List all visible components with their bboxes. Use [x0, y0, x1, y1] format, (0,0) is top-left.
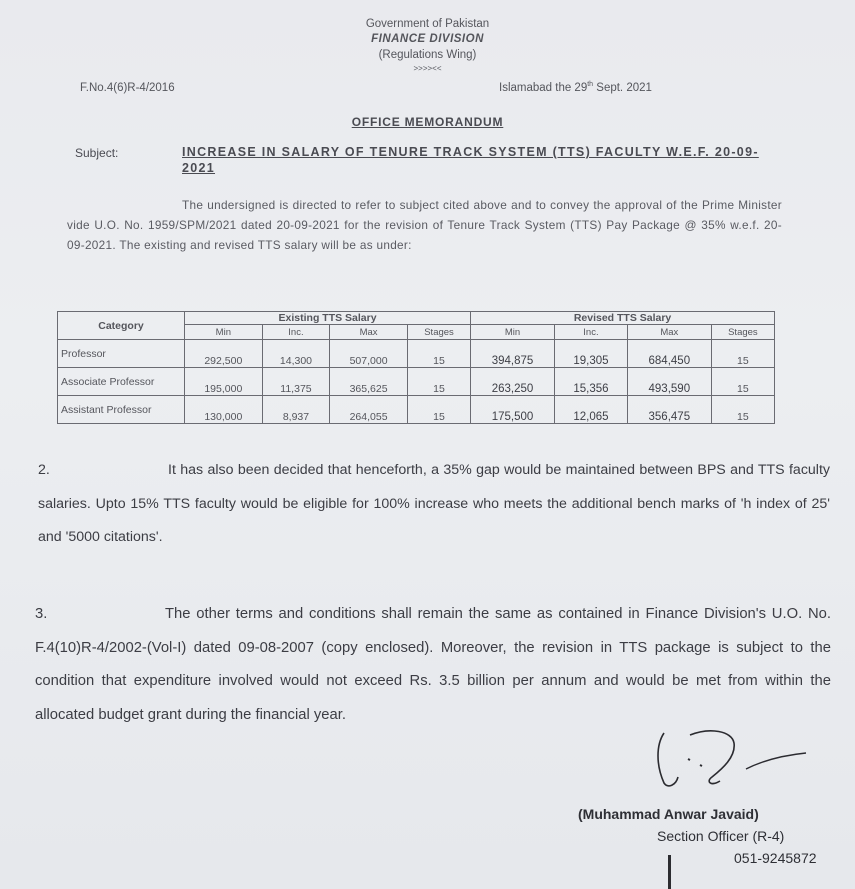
signatory-name: (Muhammad Anwar Javaid) [578, 806, 759, 822]
salary-table [57, 311, 775, 424]
cell-existing-min: 195,000 [185, 368, 263, 396]
cell-existing-stages: 15 [407, 340, 470, 368]
cell-existing-inc: 11,375 [262, 368, 330, 396]
subheader-existing-min: Min [185, 325, 263, 340]
signature-stroke-extension [668, 855, 671, 889]
paragraph-2-number: 2. [38, 462, 50, 478]
paragraph-3-text: The other terms and conditions shall remain the same as contained in Finance Division's U.O. No. F.4(10)R-4/2002-(Vol-I) dated 09-08-2007 (copy enclosed). Moreover, the revision in TTS package is subject to the condition that expenditure involved would not exceed Rs. 3.5 billion per annum and would be met from within the allocated budget grant during the financial year. [35, 606, 831, 723]
header-wing: (Regulations Wing) [378, 49, 477, 61]
subheader-existing-max: Max [330, 325, 408, 340]
subheader-revised-inc: Inc. [555, 325, 628, 340]
cell-existing-min: 130,000 [185, 396, 263, 424]
paragraph-3 [35, 598, 831, 732]
cell-existing-max: 507,000 [330, 340, 408, 368]
date-line [499, 81, 652, 94]
paragraph-3-number: 3. [35, 606, 48, 622]
table-header-revised: Revised TTS Salary [471, 312, 775, 325]
cell-revised-stages: 15 [711, 396, 774, 424]
subheader-revised-max: Max [627, 325, 711, 340]
cell-revised-inc: 19,305 [555, 340, 628, 368]
signatory-title: Section Officer (R-4) [657, 828, 785, 844]
cell-existing-inc: 8,937 [262, 396, 330, 424]
date-suffix: Sept. 2021 [593, 81, 652, 94]
row-category: Associate Professor [58, 368, 185, 396]
cell-revised-stages: 15 [711, 368, 774, 396]
cell-revised-max: 356,475 [627, 396, 711, 424]
cell-revised-inc: 15,356 [555, 368, 628, 396]
table-row [58, 396, 775, 424]
date-prefix: Islamabad the 29 [499, 81, 588, 94]
subheader-revised-min: Min [471, 325, 555, 340]
cell-revised-max: 493,590 [627, 368, 711, 396]
subheader-revised-stages: Stages [711, 325, 774, 340]
file-number: F.No.4(6)R-4/2016 [80, 82, 175, 94]
row-category: Assistant Professor [58, 396, 185, 424]
table-row [58, 368, 775, 396]
table-header-category: Category [58, 312, 185, 340]
cell-existing-stages: 15 [407, 396, 470, 424]
cell-revised-max: 684,450 [627, 340, 711, 368]
table-row [58, 340, 775, 368]
cell-revised-min: 394,875 [471, 340, 555, 368]
date-sup: th [587, 81, 594, 88]
subheader-existing-inc: Inc. [262, 325, 330, 340]
header-government: Government of Pakistan [365, 18, 490, 30]
cell-revised-min: 263,250 [471, 368, 555, 396]
paragraph-2-text: It has also been decided that henceforth, a 35% gap would be maintained between BPS and TTS faculty salaries. Upto 15% TTS faculty would be eligible for 100% increase who meets the additional bench marks of 'h index of 25' and '5000 citations'. [38, 462, 830, 545]
header-ornament: >>>><< [413, 64, 442, 73]
signatory-phone: 051-9245872 [734, 850, 817, 866]
handwritten-signature [650, 725, 810, 795]
cell-existing-max: 365,625 [330, 368, 408, 396]
cell-revised-stages: 15 [711, 340, 774, 368]
header-division: FINANCE DIVISION [371, 33, 484, 45]
subheader-existing-stages: Stages [407, 325, 470, 340]
memo-title: OFFICE MEMORANDUM [351, 115, 504, 129]
subject-text: INCREASE IN SALARY OF TENURE TRACK SYSTEM (TTS) FACULTY W.E.F. 20-09-2021 [182, 145, 759, 175]
cell-existing-stages: 15 [407, 368, 470, 396]
cell-revised-inc: 12,065 [555, 396, 628, 424]
cell-revised-min: 175,500 [471, 396, 555, 424]
paragraph-2 [38, 454, 830, 555]
subject-label: Subject: [75, 146, 119, 160]
table-header-existing: Existing TTS Salary [185, 312, 471, 325]
cell-existing-max: 264,055 [330, 396, 408, 424]
cell-existing-inc: 14,300 [262, 340, 330, 368]
row-category: Professor [58, 340, 185, 368]
cell-existing-min: 292,500 [185, 340, 263, 368]
paragraph-1: The undersigned is directed to refer to subject cited above and to convey the approval of the Prime Minister vide U.O. No. 1959/SPM/2021 dated 20-09-2021 for the revision of Tenure Track System (TTS) Pay Package @ 35% w.e.f. 20-09-2021. The existing and revised TTS salary will be as under: [67, 198, 782, 252]
